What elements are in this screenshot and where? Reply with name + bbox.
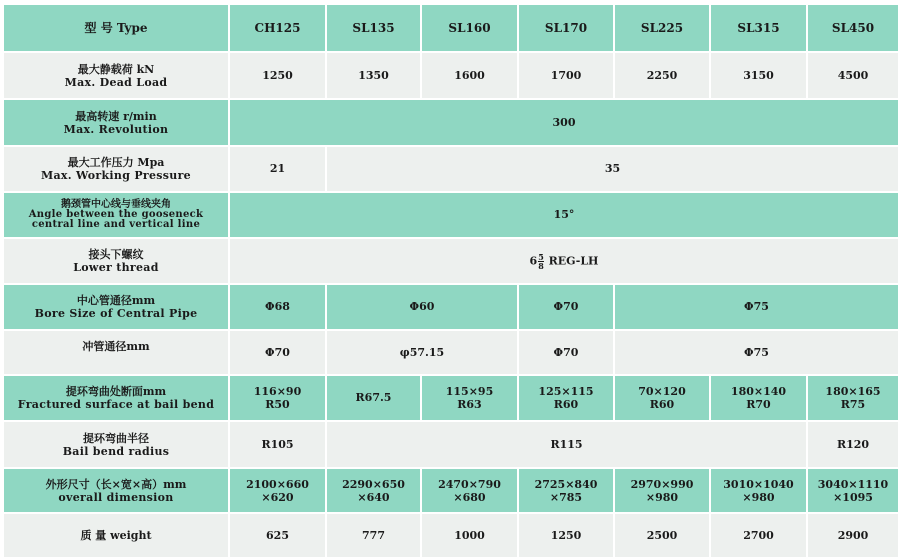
dimension-cell bbox=[421, 468, 518, 513]
dimension-cell bbox=[229, 468, 326, 513]
dimension-line: 2290×650 bbox=[342, 477, 405, 491]
weight-value: 1250 bbox=[518, 513, 614, 558]
angle-label-zh: 鹅颈管中心线与垂线夹角 bbox=[61, 199, 171, 210]
dead-load-value: 1700 bbox=[518, 52, 614, 99]
flush-label bbox=[3, 330, 229, 375]
spec-table bbox=[2, 3, 900, 559]
dimension-line: ×980 bbox=[645, 490, 679, 504]
model-ch125: CH125 bbox=[229, 4, 326, 52]
angle-label-en-2: central line and vertical line bbox=[31, 219, 201, 230]
fractured-cell bbox=[326, 375, 421, 421]
header-row bbox=[3, 4, 899, 52]
thread-value bbox=[229, 238, 899, 284]
model-sl225: SL225 bbox=[614, 4, 710, 52]
bail-radius-row bbox=[3, 421, 899, 468]
bore-label bbox=[3, 284, 229, 330]
fractured-row bbox=[3, 375, 899, 421]
dimension-label bbox=[3, 468, 229, 513]
fractured-label-zh: 提环弯曲处断面mm bbox=[65, 385, 167, 398]
thread-row bbox=[3, 238, 899, 284]
model-sl135: SL135 bbox=[326, 4, 421, 52]
dimension-line: 3040×1110 bbox=[817, 477, 889, 491]
revolution-label bbox=[3, 99, 229, 146]
fractured-cell bbox=[421, 375, 518, 421]
bore-label-zh: 中心管通径mm bbox=[76, 294, 156, 307]
angle-value: 15° bbox=[229, 192, 899, 238]
fractured-line: R50 bbox=[265, 398, 290, 411]
fractured-line: 180×140 bbox=[730, 385, 787, 398]
bail-radius-value: R115 bbox=[326, 421, 807, 468]
dimension-line: 2970×990 bbox=[630, 477, 694, 491]
fractured-line: R60 bbox=[553, 398, 579, 411]
dead-load-row bbox=[3, 52, 899, 99]
dead-load-value: 1250 bbox=[229, 52, 326, 99]
thread-label-zh: 接头下螺纹 bbox=[88, 248, 144, 261]
model-sl170: SL170 bbox=[518, 4, 614, 52]
bore-value: Φ68 bbox=[229, 284, 326, 330]
dead-load-value: 2250 bbox=[614, 52, 710, 99]
thread-numerator: 5 bbox=[538, 251, 544, 262]
weight-value: 777 bbox=[326, 513, 421, 558]
bail-radius-label-zh: 提环弯曲半径 bbox=[83, 431, 149, 445]
dimension-cell bbox=[326, 468, 421, 513]
weight-value: 1000 bbox=[421, 513, 518, 558]
bore-row bbox=[3, 284, 899, 330]
angle-label-en-1: Angle between the gooseneck bbox=[28, 209, 204, 220]
bail-radius-value: R105 bbox=[229, 421, 326, 468]
fractured-label-en: Fractured surface at bail bend bbox=[17, 398, 215, 411]
pressure-row bbox=[3, 146, 899, 192]
fractured-line: 70×120 bbox=[638, 385, 686, 398]
dead-load-value: 4500 bbox=[807, 52, 899, 99]
thread-denominator: 8 bbox=[538, 260, 544, 271]
fractured-cell bbox=[807, 375, 899, 421]
dimension-label-en: overall dimension bbox=[58, 490, 174, 504]
weight-value: 2900 bbox=[807, 513, 899, 558]
revolution-label-zh: 最高转速 r/min bbox=[75, 109, 157, 123]
dimension-line: ×640 bbox=[357, 490, 390, 504]
thread-whole: 6 bbox=[529, 254, 538, 267]
weight-value: 2700 bbox=[710, 513, 807, 558]
spec-table-container bbox=[2, 3, 898, 559]
dead-load-label-zh: 最大静载荷 kN bbox=[77, 62, 155, 76]
thread-label bbox=[3, 238, 229, 284]
dimension-cell bbox=[518, 468, 614, 513]
bail-radius-label-en: Bail bend radius bbox=[62, 444, 170, 458]
bore-value: Φ60 bbox=[326, 284, 518, 330]
dimension-line: 2100×660 bbox=[246, 477, 309, 491]
flush-value: Φ75 bbox=[614, 330, 899, 375]
weight-value: 2500 bbox=[614, 513, 710, 558]
model-sl315: SL315 bbox=[710, 4, 807, 52]
dimension-line: ×980 bbox=[742, 490, 775, 504]
fractured-line: 125×115 bbox=[538, 385, 594, 398]
fractured-line: R67.5 bbox=[355, 391, 392, 404]
dead-load-value: 1350 bbox=[326, 52, 421, 99]
fractured-line: 116×90 bbox=[253, 385, 302, 398]
revolution-value: 300 bbox=[229, 99, 899, 146]
dimension-line: 2470×790 bbox=[438, 477, 501, 491]
flush-label-zh: 冲管通径mm bbox=[82, 339, 150, 353]
fractured-cell bbox=[710, 375, 807, 421]
bore-value: Φ75 bbox=[614, 284, 899, 330]
revolution-row bbox=[3, 99, 899, 146]
fractured-cell bbox=[229, 375, 326, 421]
weight-value: 625 bbox=[229, 513, 326, 558]
fractured-cell bbox=[614, 375, 710, 421]
dimension-line: ×620 bbox=[261, 490, 294, 504]
model-sl160: SL160 bbox=[421, 4, 518, 52]
flush-value: Φ70 bbox=[229, 330, 326, 375]
fractured-line: R75 bbox=[840, 398, 866, 411]
weight-row bbox=[3, 513, 899, 558]
thread-suffix: REG-LH bbox=[548, 254, 599, 267]
dimension-line: ×680 bbox=[453, 490, 486, 504]
fractured-cell bbox=[518, 375, 614, 421]
thread-label-en: Lower thread bbox=[73, 261, 159, 274]
bail-radius-label bbox=[3, 421, 229, 468]
dimension-line: ×1095 bbox=[833, 490, 873, 504]
pressure-value-ch125: 21 bbox=[229, 146, 326, 192]
dimension-cell bbox=[614, 468, 710, 513]
dimension-label-zh: 外形尺寸（长×宽×高）mm bbox=[45, 477, 187, 491]
type-label: 型 号 Type bbox=[3, 4, 229, 52]
bore-value: Φ70 bbox=[518, 284, 614, 330]
dead-load-label bbox=[3, 52, 229, 99]
pressure-label bbox=[3, 146, 229, 192]
bail-radius-value: R120 bbox=[807, 421, 899, 468]
revolution-label-en: Max. Revolution bbox=[63, 122, 169, 136]
angle-row bbox=[3, 192, 899, 238]
fractured-line: R60 bbox=[649, 398, 675, 411]
flush-value: φ57.15 bbox=[326, 330, 518, 375]
dimension-cell bbox=[710, 468, 807, 513]
dead-load-value: 1600 bbox=[421, 52, 518, 99]
angle-label bbox=[3, 192, 229, 238]
bore-label-en: Bore Size of Central Pipe bbox=[34, 307, 198, 320]
pressure-label-en: Max. Working Pressure bbox=[41, 169, 191, 182]
pressure-label-zh: 最大工作压力 Mpa bbox=[67, 156, 165, 169]
dimension-line: ×785 bbox=[549, 490, 583, 504]
thread-fraction bbox=[538, 253, 544, 270]
fractured-line: 180×165 bbox=[825, 385, 881, 398]
weight-label: 质 量 weight bbox=[3, 513, 229, 558]
flush-value: Φ70 bbox=[518, 330, 614, 375]
dimension-line: 3010×1040 bbox=[723, 477, 794, 491]
dimension-cell bbox=[807, 468, 899, 513]
dimension-row bbox=[3, 468, 899, 513]
fractured-line: R70 bbox=[746, 398, 771, 411]
fractured-line: R63 bbox=[457, 398, 482, 411]
dimension-line: 2725×840 bbox=[534, 477, 598, 491]
fractured-line: 115×95 bbox=[445, 385, 494, 398]
pressure-value-others: 35 bbox=[326, 146, 899, 192]
dead-load-label-en: Max. Dead Load bbox=[64, 75, 168, 89]
fractured-label bbox=[3, 375, 229, 421]
model-sl450: SL450 bbox=[807, 4, 899, 52]
dead-load-value: 3150 bbox=[710, 52, 807, 99]
flush-row bbox=[3, 330, 899, 375]
